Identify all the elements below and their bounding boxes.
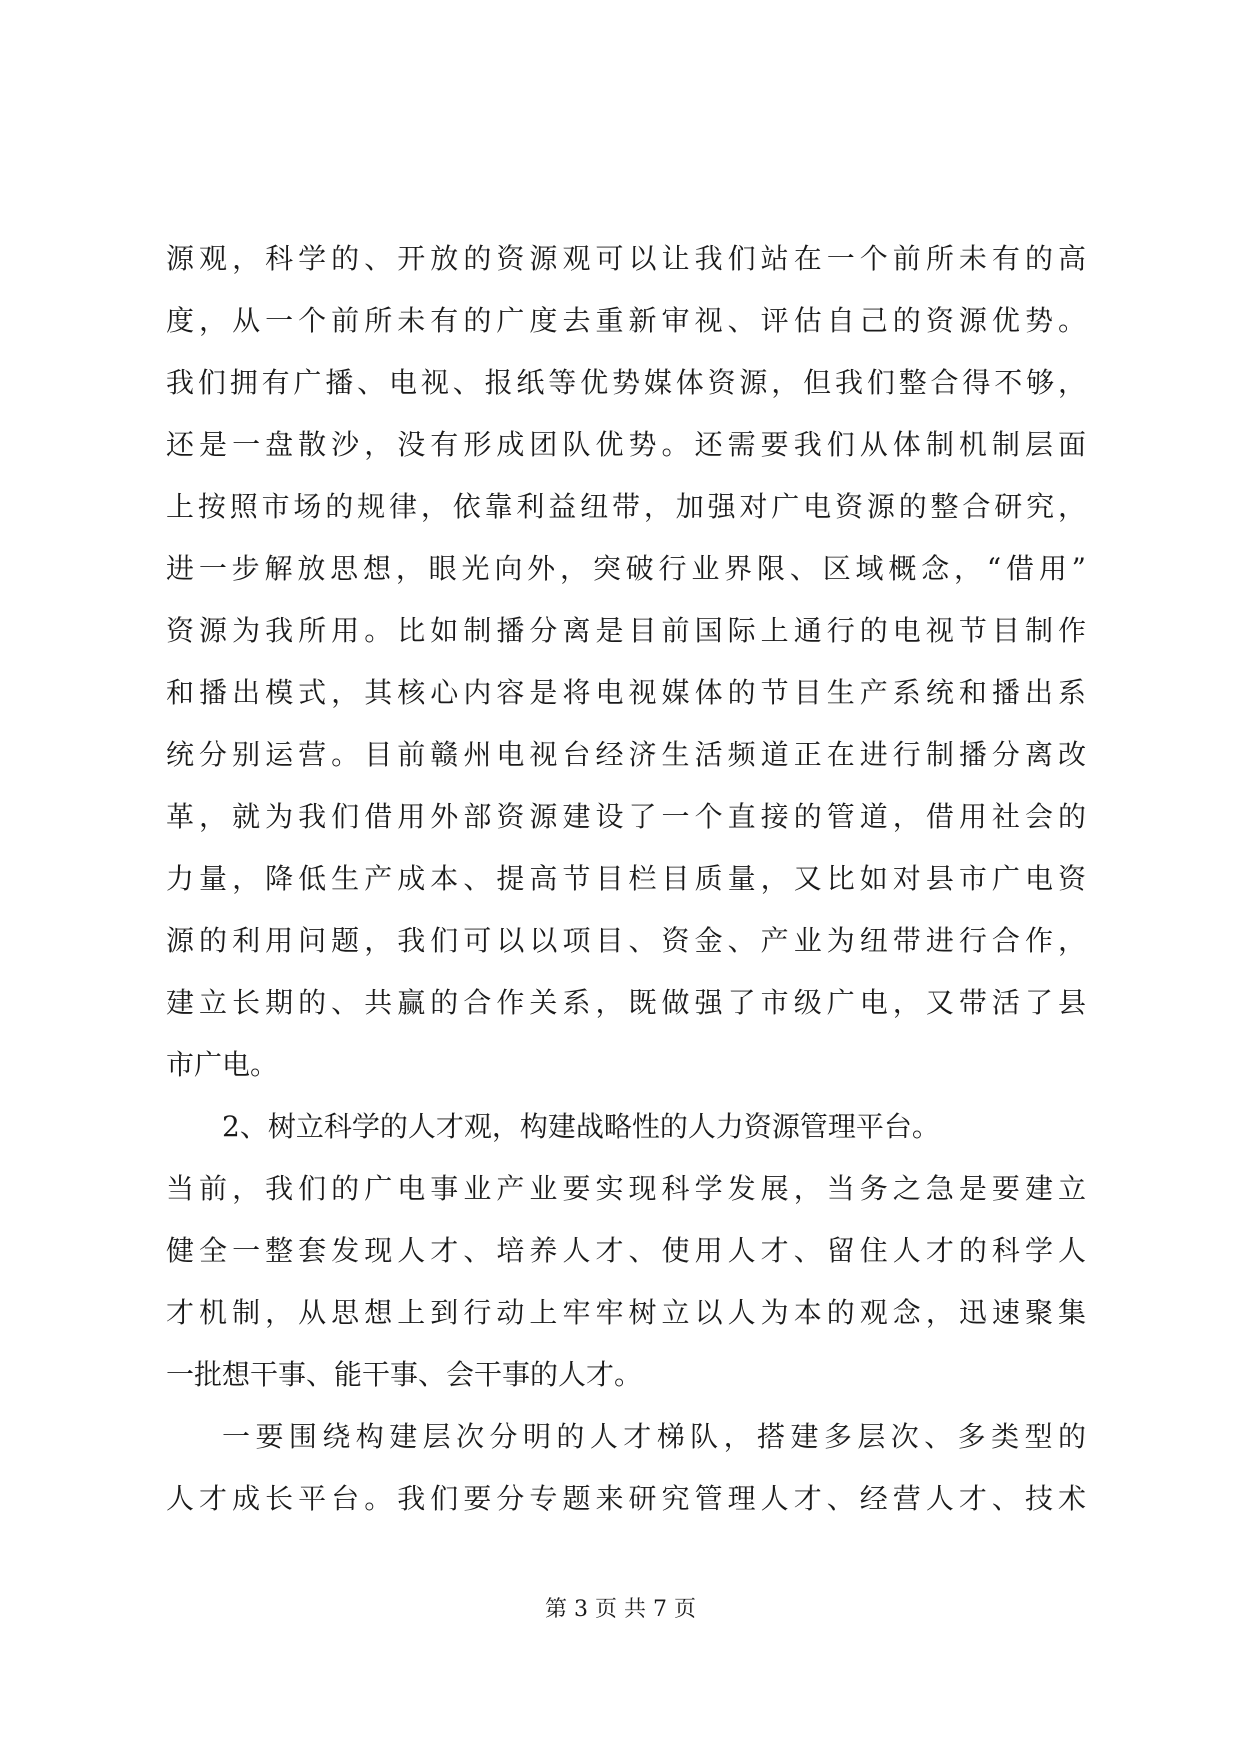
text-line: 资源为我所用。比如制播分离是目前国际上通行的电视节目制作: [166, 614, 1086, 647]
text-line: 力量，降低生产成本、提高节目栏目质量，又比如对县市广电资: [166, 862, 1086, 895]
text-line: 建立长期的、共赢的合作关系，既做强了市级广电，又带活了县: [166, 986, 1086, 1019]
text-line: 还是一盘散沙，没有形成团队优势。还需要我们从体制机制层面: [166, 428, 1086, 461]
text-line: 当前，我们的广电事业产业要实现科学发展，当务之急是要建立: [166, 1172, 1086, 1205]
text-line: 进一步解放思想，眼光向外，突破行业界限、区域概念，“借用”: [166, 552, 1086, 585]
text-line: 上按照市场的规律，依靠利益纽带，加强对广电资源的整合研究，: [166, 490, 1086, 523]
text-line: 统分别运营。目前赣州电视台经济生活频道正在进行制播分离改: [166, 738, 1086, 771]
text-line: 我们拥有广播、电视、报纸等优势媒体资源，但我们整合得不够，: [166, 366, 1086, 399]
text-line: 才机制，从思想上到行动上牢牢树立以人为本的观念，迅速聚集: [166, 1296, 1086, 1329]
page-number-footer: 第 3 页 共 7 页: [545, 1597, 696, 1622]
body-text: [166, 228, 1086, 1530]
text-line: 人才成长平台。我们要分专题来研究管理人才、经营人才、技术: [166, 1482, 1086, 1515]
text-line: 一批想干事、能干事、会干事的人才。: [166, 1358, 643, 1391]
text-line: 度，从一个前所未有的广度去重新审视、评估自己的资源优势。: [166, 304, 1086, 337]
text-line: 源的利用问题，我们可以以项目、资金、产业为纽带进行合作，: [166, 924, 1086, 957]
text-line: 一要围绕构建层次分明的人才梯队，搭建多层次、多类型的: [222, 1420, 1086, 1453]
text-line: 市广电。: [166, 1048, 279, 1081]
text-line: 革，就为我们借用外部资源建设了一个直接的管道，借用社会的: [166, 800, 1086, 833]
text-line: 源观，科学的、开放的资源观可以让我们站在一个前所未有的高: [166, 242, 1086, 275]
text-line: 健全一整套发现人才、培养人才、使用人才、留住人才的科学人: [166, 1234, 1086, 1267]
text-line: 和播出模式，其核心内容是将电视媒体的节目生产系统和播出系: [166, 676, 1086, 709]
section-heading: 2、树立科学的人才观，构建战略性的人力资源管理平台。: [222, 1110, 940, 1143]
